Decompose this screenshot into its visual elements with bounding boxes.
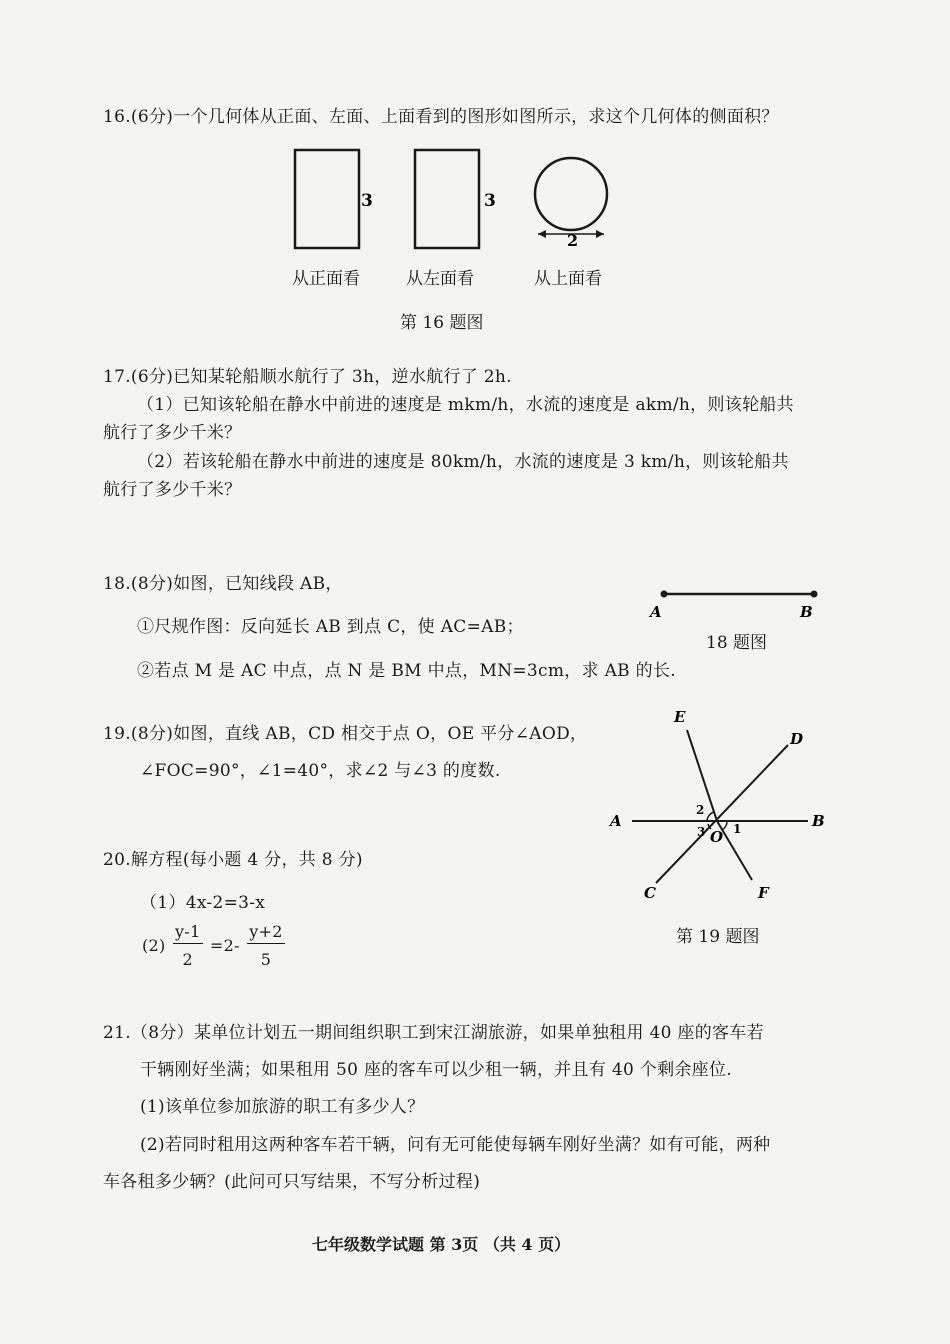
- label-c: C: [644, 884, 656, 902]
- left-view-label: 从左面看: [406, 269, 474, 289]
- q18-item1: ①尺规作图：反向延长 AB 到点 C，使 AC=AB；: [137, 617, 524, 637]
- q19-line2: ∠FOC=90°，∠1=40°，求∠2 与∠3 的度数.: [140, 761, 501, 781]
- fraction-2: [247, 922, 285, 969]
- page-footer: 七年级数学试题 第 3页 （共 4 页）: [312, 1235, 571, 1254]
- left-view-dim: 3: [484, 191, 496, 211]
- q19-caption: 第 19 题图: [676, 927, 760, 947]
- top-view-circle: [535, 158, 607, 230]
- eq2-middle: =2-: [209, 936, 240, 955]
- point-b: [811, 591, 818, 598]
- fraction-1-numerator: y-1: [173, 922, 203, 944]
- q20-eq1: （1）4x-2=3-x: [140, 893, 266, 913]
- label-angle-1: 1: [733, 822, 742, 836]
- label-b: B: [812, 812, 825, 830]
- label-a: A: [650, 603, 662, 621]
- label-e: E: [674, 708, 686, 726]
- label-a: A: [610, 812, 622, 830]
- q18-figure: [640, 580, 840, 630]
- q21-line2: 干辆刚好坐满；如果租用 50 座的客车可以少租一辆，并且有 40 个剩余座位.: [140, 1060, 732, 1080]
- q19-title: 19.(8分)如图，直线 AB，CD 相交于点 O，OE 平分∠AOD，: [103, 724, 588, 744]
- fraction-1-denominator: 2: [182, 950, 193, 969]
- fraction-2-denominator: 5: [260, 950, 272, 969]
- q17-title: 17.(6分)已知某轮船顺水航行了 3h，逆水航行了 2h.: [103, 367, 512, 387]
- q21-part1: (1)该单位参加旅游的职工有多少人？: [140, 1097, 425, 1117]
- label-d: D: [790, 730, 804, 748]
- q21-line1: 21.（8分）某单位计划五一期间组织职工到宋江湖旅游，如果单独租用 40 座的客车若: [103, 1023, 764, 1043]
- front-view-dim: 3: [361, 191, 373, 211]
- q17-part1-cont: 航行了多少千米？: [103, 423, 242, 443]
- label-o: O: [710, 828, 724, 846]
- label-angle-2: 2: [696, 803, 705, 817]
- top-view-label: 从上面看: [534, 269, 602, 289]
- q21-part2-cont: 车各租多少辆？(此问可只写结果，不写分析过程): [103, 1172, 481, 1192]
- label-angle-3: 3: [697, 825, 706, 839]
- fraction-2-numerator: y+2: [247, 922, 285, 944]
- dim-arrow-right-icon: [596, 230, 604, 238]
- q21-part2: (2)若同时租用这两种客车若干辆，问有无可能使每辆车刚好坐满？如有可能，两种: [140, 1135, 771, 1155]
- q16-title: 16.(6分)一个几何体从正面、左面、上面看到的图形如图所示，求这个几何体的侧面积？: [103, 107, 779, 127]
- label-f: F: [758, 884, 769, 902]
- point-a: [661, 591, 668, 598]
- q18-title: 18.(8分)如图，已知线段 AB，: [103, 574, 343, 594]
- q19-figure: [600, 700, 840, 910]
- q18-item2: ②若点 M 是 AC 中点，点 N 是 BM 中点，MN=3cm，求 AB 的长.: [137, 661, 676, 681]
- q20-title: 20.解方程(每小题 4 分，共 8 分): [103, 850, 363, 870]
- q18-caption: 18 题图: [706, 633, 768, 653]
- dim-arrow-left-icon: [538, 230, 546, 238]
- front-view-label: 从正面看: [292, 269, 360, 289]
- fraction-1: [173, 922, 203, 969]
- line-cd: [656, 745, 788, 883]
- eq2-prefix: (2): [142, 936, 166, 955]
- q20-eq2: [142, 922, 287, 969]
- q17-part2: （2）若该轮船在静水中前进的速度是 80km/h，水流的速度是 3 km/h，则该轮船共: [137, 452, 789, 472]
- angle-2-arc: [707, 812, 714, 821]
- label-b: B: [800, 603, 813, 621]
- q17-part1: （1）已知该轮船在静水中前进的速度是 mkm/h，水流的速度是 akm/h，则该轮船共: [137, 395, 794, 415]
- front-view-rect: [295, 150, 359, 248]
- q17-part2-cont: 航行了多少千米？: [103, 480, 242, 500]
- left-view-rect: [415, 150, 479, 248]
- top-view-dim: 2: [567, 231, 579, 250]
- q16-caption: 第 16 题图: [400, 313, 484, 333]
